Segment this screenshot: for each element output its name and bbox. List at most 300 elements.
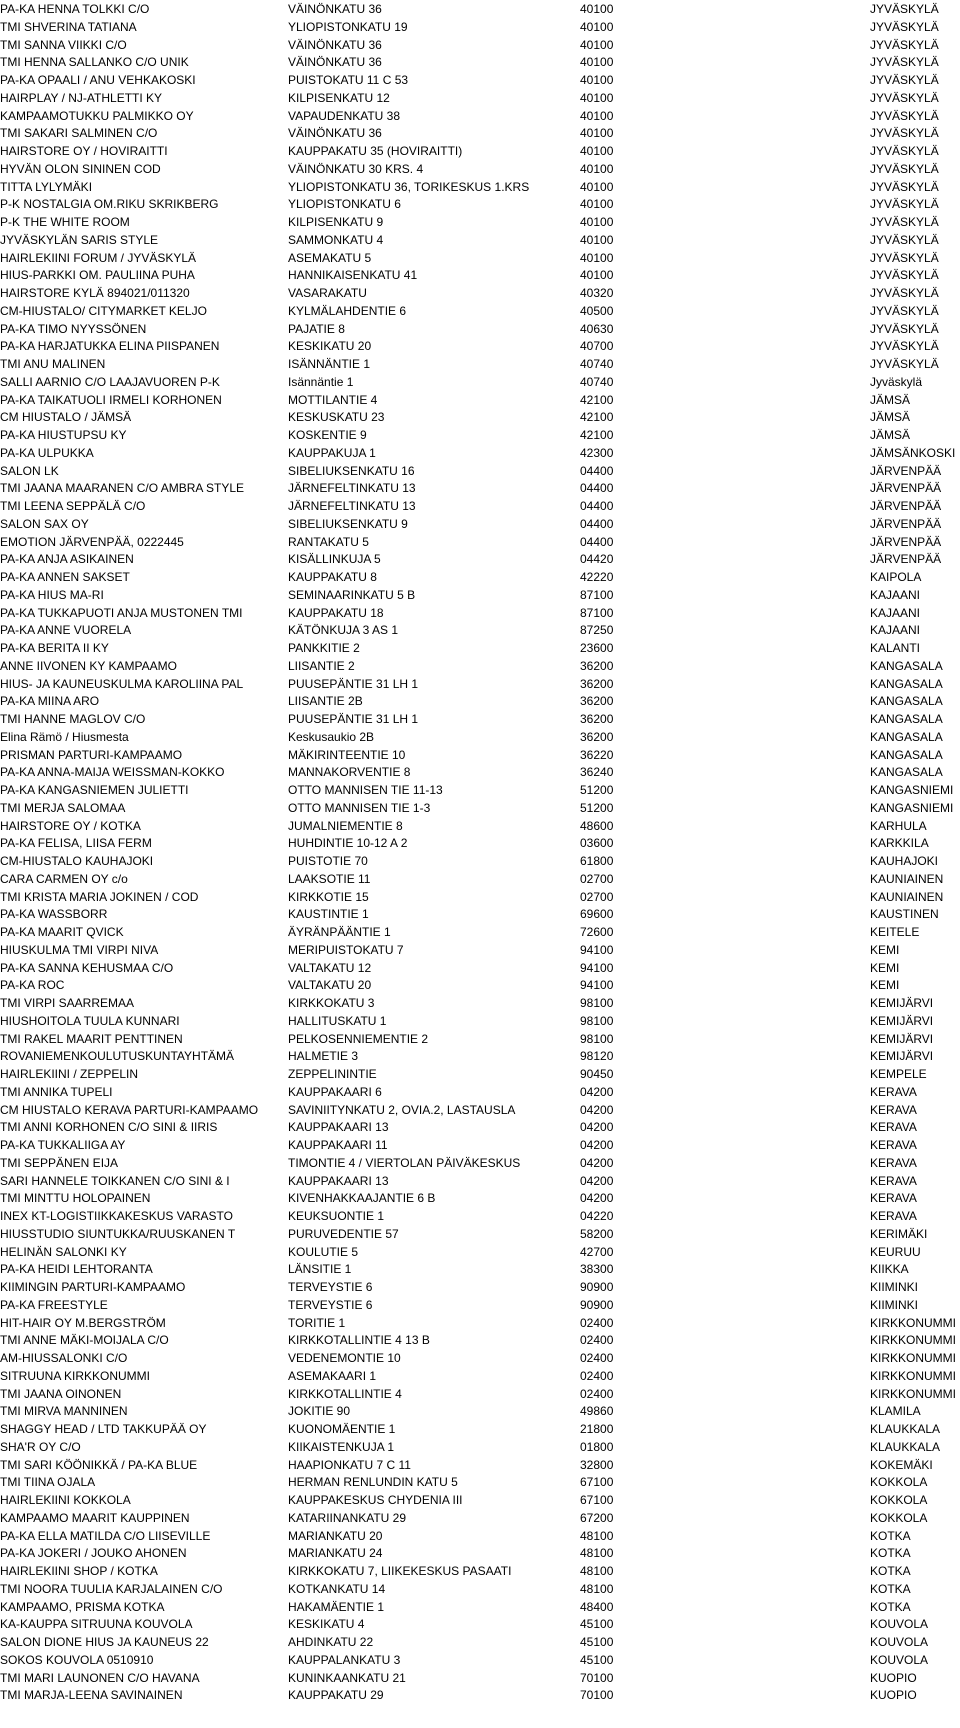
salon-name: HAIRSTORE OY / HOVIRAITTI xyxy=(0,144,168,158)
salon-name: HYVÄN OLON SININEN COD xyxy=(0,161,161,176)
salon-name: CM HIUSTALO / JÄMSÄ xyxy=(0,410,132,425)
city: KUOPIO xyxy=(870,1670,917,1685)
street-address: HERMAN RENLUNDIN KATU 5 xyxy=(288,1475,458,1490)
salon-name: PA-KA ANNEN SAKSET xyxy=(0,570,130,584)
salon-name: EMOTION JÄRVENPÄÄ, 0222445 xyxy=(0,534,184,549)
postal-code: 04200 xyxy=(580,1120,614,1135)
salon-name: KA-KAUPPA SITRUUNA KOUVOLA xyxy=(0,1617,193,1632)
table-row xyxy=(0,1189,960,1207)
table-row xyxy=(0,905,960,923)
table-row xyxy=(0,852,960,870)
street-address: HUHDINTIE 10-12 A 2 xyxy=(288,836,408,851)
table-row xyxy=(0,355,960,373)
table-row xyxy=(0,231,960,249)
salon-name: TMI SEPPÄNEN EIJA xyxy=(0,1155,119,1170)
salon-name: HIUS-PARKKI OM. PAULIINA PUHA xyxy=(0,268,195,283)
salon-name: INEX KT-LOGISTIIKKAKESKUS VARASTO xyxy=(0,1209,233,1223)
postal-code: 40100 xyxy=(580,179,614,194)
salon-name: HAIRSTORE OY / KOTKA xyxy=(0,818,141,833)
postal-code: 48100 xyxy=(580,1528,614,1543)
postal-code: 02400 xyxy=(580,1386,614,1401)
table-row xyxy=(0,1012,960,1030)
table-row xyxy=(0,1456,960,1474)
city: JÄRVENPÄÄ xyxy=(870,481,942,496)
table-row xyxy=(0,1349,960,1367)
salon-name: JYVÄSKYLÄN SARIS STYLE xyxy=(0,232,159,247)
salon-name: TMI KRISTA MARIA JOKINEN / COD xyxy=(0,889,199,904)
postal-code: 04200 xyxy=(580,1173,614,1188)
table-row xyxy=(0,1154,960,1172)
street-address: TIMONTIE 4 / VIERTOLAN PÄIVÄKESKUS xyxy=(288,1155,521,1170)
salon-name: PA-KA HEIDI LEHTORANTA xyxy=(0,1262,153,1277)
city: JÄRVENPÄÄ xyxy=(870,463,942,478)
salon-name: HAIRLEKIINI / ZEPPELIN xyxy=(0,1067,139,1081)
salon-name: TMI MIRVA MANNINEN xyxy=(0,1404,128,1419)
postal-code: 40100 xyxy=(580,55,614,70)
salon-name: CM HIUSTALO KERAVA PARTURI-KAMPAAMO xyxy=(0,1102,259,1117)
postal-code: 40740 xyxy=(580,357,614,371)
table-row xyxy=(0,1402,960,1420)
city: KANGASALA xyxy=(870,658,943,673)
street-address: HAAPIONKATU 7 C 11 xyxy=(288,1457,411,1472)
street-address: KEUKSUONTIE 1 xyxy=(288,1209,385,1223)
city: KLAUKKALA xyxy=(870,1439,941,1454)
table-row xyxy=(0,657,960,675)
salon-name: HIT-HAIR OY M.BERGSTRÖM xyxy=(0,1315,166,1330)
postal-code: 40100 xyxy=(580,126,614,141)
city: KOKEMÄKI xyxy=(870,1457,933,1472)
table-row xyxy=(0,249,960,267)
street-address: KIRKKOTALLINTIE 4 13 B xyxy=(288,1333,430,1348)
salon-name: SHAGGY HEAD / LTD TAKKUPÄÄ OY xyxy=(0,1422,207,1436)
city: KEURUU xyxy=(870,1244,921,1259)
salon-name: PA-KA KANGASNIEMEN JULIETTI xyxy=(0,783,189,797)
street-address: SIBELIUKSENKATU 16 xyxy=(288,463,415,478)
postal-code: 70100 xyxy=(580,1688,614,1703)
street-address: VALTAKATU 20 xyxy=(288,978,372,993)
city: KAJAANI xyxy=(870,587,921,602)
street-address: MOTTILANTIE 4 xyxy=(288,392,378,407)
table-row xyxy=(0,604,960,622)
city: KOUVOLA xyxy=(870,1635,929,1649)
postal-code: 40100 xyxy=(580,197,614,212)
table-row xyxy=(0,1331,960,1349)
table-row xyxy=(0,1669,960,1687)
city: KIIMINKI xyxy=(870,1297,919,1312)
street-address: LIISANTIE 2 xyxy=(288,658,355,673)
salon-name: TMI MARJA-LEENA SAVINAINEN xyxy=(0,1688,183,1703)
postal-code: 72600 xyxy=(580,925,614,939)
street-address: KIRKKOTIE 15 xyxy=(288,889,369,904)
street-address: KIRKKOKATU 3 xyxy=(288,996,375,1010)
street-address: SAMMONKATU 4 xyxy=(288,232,384,247)
street-address: KESKIKATU 4 xyxy=(288,1617,365,1632)
salon-name: TMI ANNI KORHONEN C/O SINI & IIRIS xyxy=(0,1120,218,1135)
salon-name: TMI SAKARI SALMINEN C/O xyxy=(0,126,158,141)
city: KEMI xyxy=(870,942,900,957)
salon-name: SOKOS KOUVOLA 0510910 xyxy=(0,1652,154,1667)
postal-code: 51200 xyxy=(580,783,614,797)
table-row xyxy=(0,178,960,196)
city: KERAVA xyxy=(870,1138,917,1152)
table-row xyxy=(0,728,960,746)
postal-code: 67100 xyxy=(580,1493,614,1507)
city: KERAVA xyxy=(870,1155,917,1170)
postal-code: 40100 xyxy=(580,250,614,265)
salon-name: PA-KA MIINA ARO xyxy=(0,694,100,709)
street-address: MARIANKATU 20 xyxy=(288,1528,383,1543)
salon-name: PA-KA OPAALI / ANU VEHKAKOSKI xyxy=(0,73,196,87)
city: JYVÄSKYLÄ xyxy=(870,197,939,212)
city: KANGASNIEMI xyxy=(870,783,954,797)
city: JYVÄSKYLÄ xyxy=(870,37,939,52)
street-address: VEDENEMONTIE 10 xyxy=(288,1351,401,1365)
salon-name: HELINÄN SALONKI KY xyxy=(0,1244,127,1259)
street-address: KAUPPAKESKUS CHYDENIA III xyxy=(288,1493,463,1507)
city: KOTKA xyxy=(870,1528,911,1543)
postal-code: 70100 xyxy=(580,1670,614,1685)
street-address: ASEMAKAARI 1 xyxy=(288,1368,377,1383)
table-row xyxy=(0,1047,960,1065)
postal-code: 90450 xyxy=(580,1067,614,1081)
city: KANGASALA xyxy=(870,676,943,691)
city: JYVÄSKYLÄ xyxy=(870,161,939,176)
table-row xyxy=(0,639,960,657)
city: KEMIJÄRVI xyxy=(870,996,934,1010)
salon-name: PA-KA ROC xyxy=(0,978,65,993)
street-address: JÄRNEFELTINKATU 13 xyxy=(288,499,416,513)
city: KANGASALA xyxy=(870,747,943,762)
table-row xyxy=(0,462,960,480)
postal-code: 04400 xyxy=(580,499,614,513)
salon-name: PA-KA HARJATUKKA ELINA PIISPANEN xyxy=(0,339,220,354)
street-address: YLIOPISTONKATU 6 xyxy=(288,197,401,212)
salon-name: SALON LK xyxy=(0,463,59,478)
postal-code: 02700 xyxy=(580,871,614,886)
salon-name: PA-KA BERITA II KY xyxy=(0,641,109,655)
city: KOTKA xyxy=(870,1581,911,1596)
street-address: Isännäntie 1 xyxy=(288,374,354,389)
postal-code: 32800 xyxy=(580,1457,614,1472)
postal-code: 40630 xyxy=(580,321,614,336)
postal-code: 36200 xyxy=(580,694,614,709)
salon-name: HIUS- JA KAUNEUSKULMA KAROLIINA PAL xyxy=(0,676,244,691)
table-row xyxy=(0,426,960,444)
city: JÄRVENPÄÄ xyxy=(870,552,942,567)
salon-name: TMI JAANA OINONEN xyxy=(0,1386,122,1401)
table-row xyxy=(0,1615,960,1633)
table-row xyxy=(0,941,960,959)
postal-code: 40100 xyxy=(580,73,614,87)
table-row xyxy=(0,479,960,497)
salon-name: HIUSHOITOLA TUULA KUNNARI xyxy=(0,1013,180,1028)
city: JYVÄSKYLÄ xyxy=(870,268,939,283)
salon-name: AM-HIUSSALONKI C/O xyxy=(0,1351,128,1365)
postal-code: 02400 xyxy=(580,1333,614,1348)
street-address: KIIKAISTENKUJA 1 xyxy=(288,1439,395,1454)
street-address: JÄRNEFELTINKATU 13 xyxy=(288,481,416,496)
salon-name: TMI MARI LAUNONEN C/O HAVANA xyxy=(0,1670,200,1685)
postal-code: 02400 xyxy=(580,1315,614,1330)
city: KOTKA xyxy=(870,1564,911,1578)
city: KERIMÄKI xyxy=(870,1226,928,1241)
street-address: KÄTÖNKUJA 3 AS 1 xyxy=(288,623,399,638)
postal-code: 42100 xyxy=(580,410,614,425)
city: JYVÄSKYLÄ xyxy=(870,232,939,247)
postal-code: 49860 xyxy=(580,1404,614,1419)
street-address: VÄINÖNKATU 36 xyxy=(288,55,382,70)
street-address: KATARIINANKATU 29 xyxy=(288,1510,407,1525)
table-row xyxy=(0,994,960,1012)
salon-name: TMI JAANA MAARANEN C/O AMBRA STYLE xyxy=(0,481,245,496)
street-address: KAUPPAKATU 18 xyxy=(288,605,384,620)
postal-code: 40740 xyxy=(580,374,614,389)
table-row xyxy=(0,675,960,693)
postal-code: 40100 xyxy=(580,2,614,16)
salon-name: HIUSSTUDIO SIUNTUKKA/RUUSKANEN T xyxy=(0,1226,236,1241)
street-address: KAUPPAKAARI 13 xyxy=(288,1173,389,1188)
salon-name: TMI VIRPI SAARREMAA xyxy=(0,996,135,1010)
salon-name: PA-KA TIMO NYYSSÖNEN xyxy=(0,321,147,336)
postal-code: 04200 xyxy=(580,1084,614,1099)
salon-name: TMI ANNE MÄKI-MOIJALA C/O xyxy=(0,1333,169,1348)
table-row xyxy=(0,71,960,89)
city: JÄMSÄ xyxy=(870,392,911,407)
table-row xyxy=(0,1509,960,1527)
salon-name: HAIRLEKIINI FORUM / JYVÄSKYLÄ xyxy=(0,250,197,265)
city: KARHULA xyxy=(870,818,927,833)
table-row xyxy=(0,1314,960,1332)
table-row xyxy=(0,1527,960,1545)
salon-name: PA-KA ANJA ASIKAINEN xyxy=(0,552,134,567)
street-address: TERVEYSTIE 6 xyxy=(288,1280,373,1294)
table-row xyxy=(0,621,960,639)
table-row xyxy=(0,1278,960,1296)
table-row xyxy=(0,408,960,426)
city: JYVÄSKYLÄ xyxy=(870,144,939,158)
street-address: KAUSTINTIE 1 xyxy=(288,907,369,922)
postal-code: 48100 xyxy=(580,1581,614,1596)
salon-name: TMI SANNA VIIKKI C/O xyxy=(0,37,127,52)
postal-code: 04200 xyxy=(580,1102,614,1117)
postal-code: 03600 xyxy=(580,836,614,851)
table-row xyxy=(0,870,960,888)
table-row xyxy=(0,1225,960,1243)
street-address: KOTKANKATU 14 xyxy=(288,1581,386,1596)
city: KAUSTINEN xyxy=(870,907,939,922)
street-address: MARIANKATU 24 xyxy=(288,1546,383,1561)
city: KANGASALA xyxy=(870,729,943,744)
postal-code: 48100 xyxy=(580,1564,614,1578)
table-row xyxy=(0,36,960,54)
city: KOKKOLA xyxy=(870,1510,928,1525)
city: KIRKKONUMMI xyxy=(870,1351,957,1365)
street-address: OTTO MANNISEN TIE 11-13 xyxy=(288,783,443,797)
street-address: MERIPUISTOKATU 7 xyxy=(288,942,404,957)
table-row xyxy=(0,1065,960,1083)
salon-name: PA-KA HIUS MA-RI xyxy=(0,587,104,602)
postal-code: 45100 xyxy=(580,1635,614,1649)
postal-code: 94100 xyxy=(580,942,614,957)
table-row xyxy=(0,160,960,178)
city: KIRKKONUMMI xyxy=(870,1315,957,1330)
salon-name: KAMPAAMOTUKKU PALMIKKO OY xyxy=(0,108,194,123)
city: KAUNIAINEN xyxy=(870,889,944,904)
table-row xyxy=(0,550,960,568)
street-address: HALMETIE 3 xyxy=(288,1049,359,1064)
city: KAIPOLA xyxy=(870,570,922,584)
salon-name: Elina Rämö / Hiusmesta xyxy=(0,729,129,744)
city: KAUHAJOKI xyxy=(870,854,939,868)
postal-code: 36200 xyxy=(580,712,614,726)
postal-code: 38300 xyxy=(580,1262,614,1277)
postal-code: 01800 xyxy=(580,1439,614,1454)
postal-code: 40100 xyxy=(580,215,614,229)
city: JÄRVENPÄÄ xyxy=(870,499,942,513)
salon-name: PA-KA FELISA, LIISA FERM xyxy=(0,836,152,851)
salon-name: KAMPAAMO MAARIT KAUPPINEN xyxy=(0,1510,190,1525)
postal-code: 61800 xyxy=(580,854,614,868)
table-row xyxy=(0,1473,960,1491)
street-address: MANNAKORVENTIE 8 xyxy=(288,765,411,780)
salon-name: HAIRLEKIINI KOKKOLA xyxy=(0,1493,131,1507)
salon-name: PA-KA HENNA TOLKKI C/O xyxy=(0,2,150,16)
salon-name: P-K THE WHITE ROOM xyxy=(0,215,130,229)
street-address: VAPAUDENKATU 38 xyxy=(288,108,401,123)
table-row xyxy=(0,142,960,160)
salon-name: PA-KA MAARIT QVICK xyxy=(0,925,124,939)
table-row xyxy=(0,320,960,338)
table-row xyxy=(0,763,960,781)
city: JYVÄSKYLÄ xyxy=(870,215,939,229)
street-address: VALTAKATU 12 xyxy=(288,960,372,975)
table-row xyxy=(0,18,960,36)
salon-name: KIIMINGIN PARTURI-KAMPAAMO xyxy=(0,1280,186,1294)
street-address: KIRKKOTALLINTIE 4 xyxy=(288,1386,402,1401)
salon-name: PA-KA HIUSTUPSU KY xyxy=(0,428,127,442)
postal-code: 36200 xyxy=(580,658,614,673)
salon-name: SALLI AARNIO C/O LAAJAVUOREN P-K xyxy=(0,374,220,389)
street-address: KESKUSKATU 23 xyxy=(288,410,385,425)
city: KEMI xyxy=(870,978,900,993)
table-row xyxy=(0,107,960,125)
city: KERAVA xyxy=(870,1102,917,1117)
city: KANGASALA xyxy=(870,712,943,726)
street-address: VASARAKATU xyxy=(288,286,367,300)
city: JYVÄSKYLÄ xyxy=(870,126,939,141)
city: JYVÄSKYLÄ xyxy=(870,55,939,70)
table-row xyxy=(0,284,960,302)
table-row xyxy=(0,1260,960,1278)
street-address: PUUSEPÄNTIE 31 LH 1 xyxy=(288,712,419,726)
table-row xyxy=(0,213,960,231)
city: KIRKKONUMMI xyxy=(870,1333,957,1348)
street-address: VÄINÖNKATU 30 KRS. 4 xyxy=(288,161,424,176)
street-address: OTTO MANNISEN TIE 1-3 xyxy=(288,800,431,815)
city: KEMIJÄRVI xyxy=(870,1013,934,1028)
table-row xyxy=(0,302,960,320)
city: KIRKKONUMMI xyxy=(870,1386,957,1401)
salon-name: HAIRPLAY / NJ-ATHLETTI KY xyxy=(0,90,163,105)
postal-code: 02400 xyxy=(580,1368,614,1383)
salon-name: TMI TIINA OJALA xyxy=(0,1475,96,1490)
table-row xyxy=(0,1491,960,1509)
city: JYVÄSKYLÄ xyxy=(870,108,939,123)
city: KALANTI xyxy=(870,641,921,655)
street-address: KAUPPAKATU 29 xyxy=(288,1688,384,1703)
salon-name: P-K NOSTALGIA OM.RIKU SKRIKBERG xyxy=(0,197,219,212)
table-row xyxy=(0,817,960,835)
table-row xyxy=(0,1544,960,1562)
postal-code: 36240 xyxy=(580,765,614,780)
salon-name: TMI LEENA SEPPÄLÄ C/O xyxy=(0,499,146,513)
salon-name: PRISMAN PARTURI-KAMPAAMO xyxy=(0,747,183,762)
salon-name: HAIRSTORE KYLÄ 894021/011320 xyxy=(0,286,190,300)
salon-name: PA-KA SANNA KEHUSMAA C/O xyxy=(0,960,174,975)
postal-code: 04400 xyxy=(580,516,614,531)
city: KIRKKONUMMI xyxy=(870,1368,957,1383)
city: JYVÄSKYLÄ xyxy=(870,339,939,354)
table-row xyxy=(0,1633,960,1651)
salon-name: TMI ANU MALINEN xyxy=(0,357,106,371)
postal-code: 02400 xyxy=(580,1351,614,1365)
salon-name: TITTA LYLYMÄKI xyxy=(0,179,93,194)
postal-code: 40100 xyxy=(580,37,614,52)
street-address: PELKOSENNIEMENTIE 2 xyxy=(288,1031,429,1046)
city: KEMI xyxy=(870,960,900,975)
postal-code: 87100 xyxy=(580,587,614,602)
salon-name: KAMPAAMO, PRISMA KOTKA xyxy=(0,1599,165,1614)
street-address: KIRKKOKATU 7, LIIKEKESKUS PASAATI xyxy=(288,1564,512,1578)
postal-code: 98100 xyxy=(580,996,614,1010)
table-row xyxy=(0,1296,960,1314)
table-row xyxy=(0,533,960,551)
table-row xyxy=(0,1101,960,1119)
salon-name: HIUSKULMA TMI VIRPI NIVA xyxy=(0,942,159,957)
city: JYVÄSKYLÄ xyxy=(870,357,939,371)
city: KERAVA xyxy=(870,1120,917,1135)
postal-code: 42100 xyxy=(580,392,614,407)
street-address: LÄNSITIE 1 xyxy=(288,1262,352,1277)
postal-code: 98100 xyxy=(580,1013,614,1028)
city: KANGASNIEMI xyxy=(870,800,954,815)
city: JYVÄSKYLÄ xyxy=(870,90,939,105)
street-address: RANTAKATU 5 xyxy=(288,534,369,549)
street-address: JOKITIE 90 xyxy=(288,1404,351,1419)
postal-code: 40700 xyxy=(580,339,614,354)
salon-name: TMI MINTTU HOLOPAINEN xyxy=(0,1191,151,1206)
postal-code: 48100 xyxy=(580,1546,614,1561)
postal-code: 40100 xyxy=(580,268,614,283)
salon-name: PA-KA FREESTYLE xyxy=(0,1297,108,1312)
postal-code: 40100 xyxy=(580,90,614,105)
table-row xyxy=(0,746,960,764)
salon-name: CM-HIUSTALO KAUHAJOKI xyxy=(0,854,154,868)
street-address: HAKAMÄENTIE 1 xyxy=(288,1599,385,1614)
city: KARKKILA xyxy=(870,836,929,851)
table-row xyxy=(0,337,960,355)
street-address: LAAKSOTIE 11 xyxy=(288,871,371,886)
salon-name: PA-KA TAIKATUOLI IRMELI KORHONEN xyxy=(0,392,222,407)
salon-name: ANNE IIVONEN KY KAMPAAMO xyxy=(0,658,177,673)
postal-code: 04400 xyxy=(580,481,614,496)
street-address: KAUPPAKATU 8 xyxy=(288,570,377,584)
city: KERAVA xyxy=(870,1209,917,1223)
salon-name: SALON SAX OY xyxy=(0,516,89,531)
table-row xyxy=(0,1118,960,1136)
table-row xyxy=(0,1385,960,1403)
table-row xyxy=(0,568,960,586)
